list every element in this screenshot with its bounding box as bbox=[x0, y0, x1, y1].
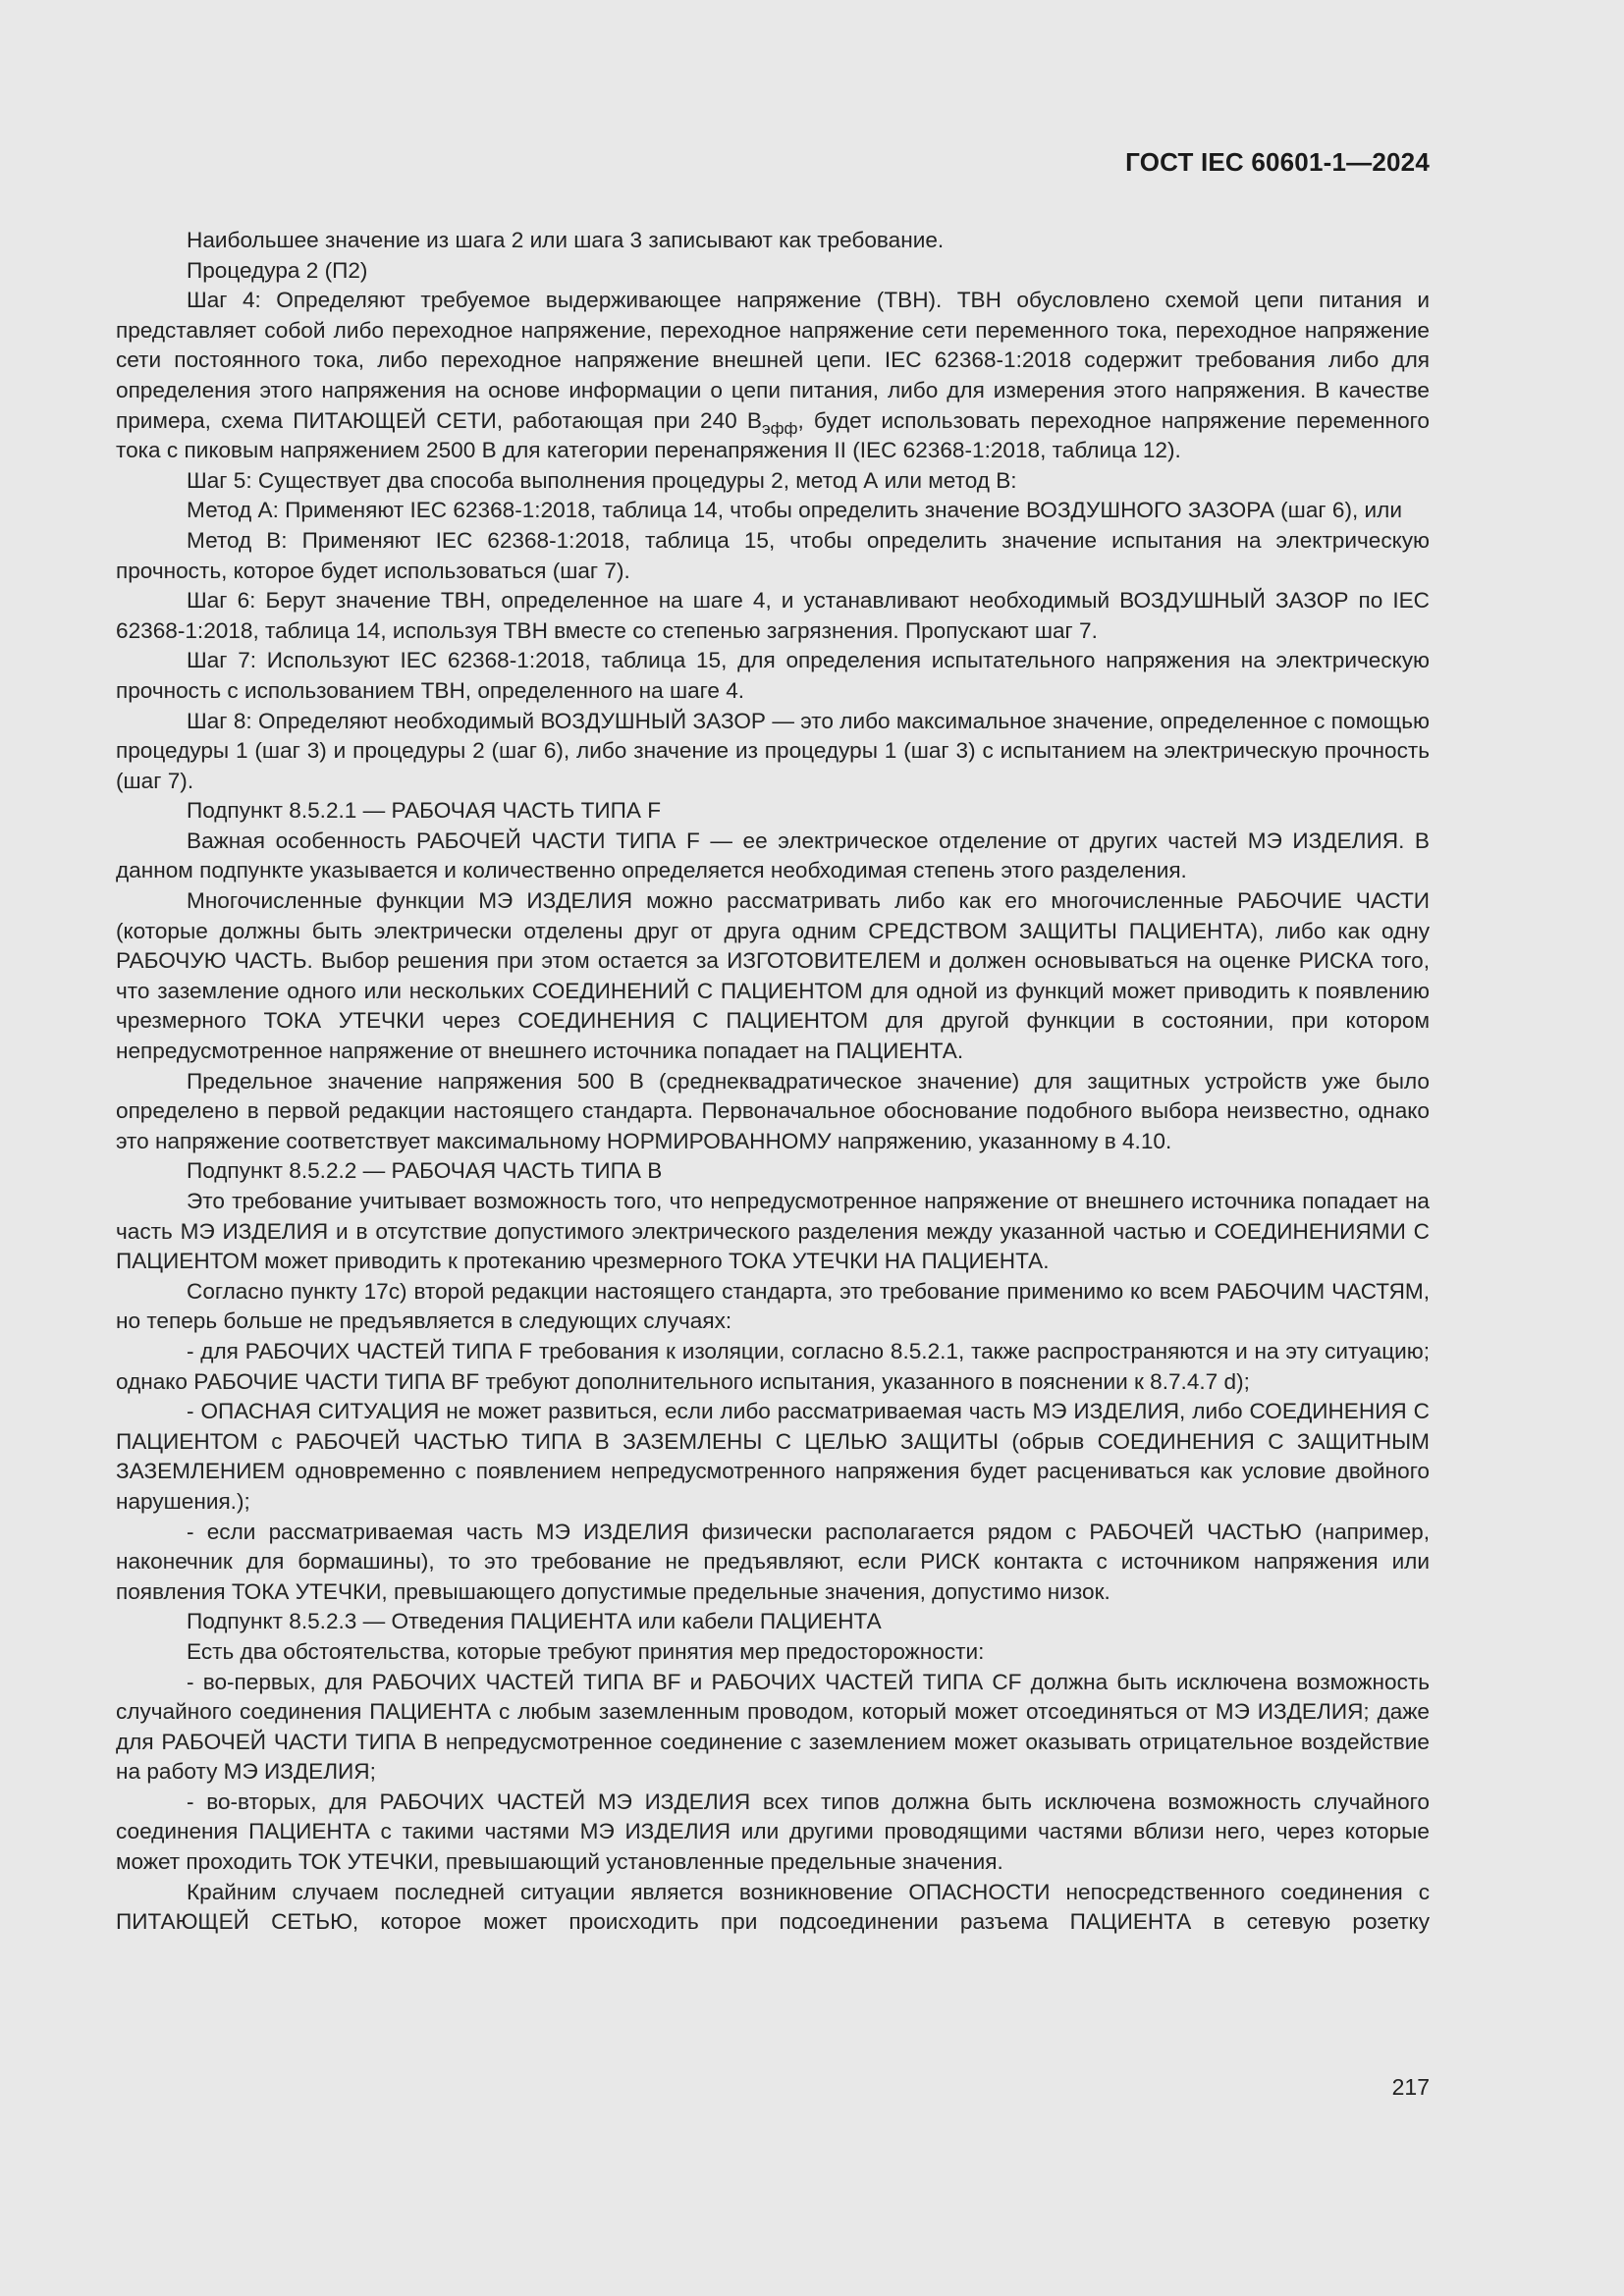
paragraph: Шаг 5: Существует два способа выполнения процедуры 2, метод А или метод В: bbox=[187, 467, 1017, 493]
step-4-text: Шаг 4: Определяют требуемое выдерживающее напряжение (ТВН). ТВН обусловлено схемой цепи питания и представляет собой либо переходное напряжение, переходное напряжение сети переменного тока, переходное напряжение сети постоянного тока, либо переходное напряжение внешней цепи. IEC 62368-1:2018 содержит требования либо для определения этого напряжения на основе информации о цепи питания, либо для измерения этого напряжения. В качестве примера, схема ПИТАЮЩЕЙ СЕТИ, работающая при 240 В bbox=[116, 288, 1430, 433]
paragraph: Предельное значение напряжения 500 В (среднеквадратическое значение) для защитных устройств уже было определено в первой редакции настоящего стандарта. Первоначальное обоснование подобного выбора неизвестно, однако это напряжение соответствует максимальному НОРМИРОВАННОМУ напряжению, указанному в 4.10. bbox=[116, 1068, 1430, 1153]
list-item: - во-первых, для РАБОЧИХ ЧАСТЕЙ ТИПА BF и РАБОЧИХ ЧАСТЕЙ ТИПА CF должна быть исключена возможность случайного соединения ПАЦИЕНТА с любым заземленным проводом, который может отсоединяться от МЭ ИЗДЕЛИЯ; даже для РАБОЧЕЙ ЧАСТИ ТИПА В непредусмотренное соединение с заземлением может оказывать отрицательное воздействие на работу МЭ ИЗДЕЛИЯ; bbox=[116, 1669, 1430, 1785]
list-item: - во-вторых, для РАБОЧИХ ЧАСТЕЙ МЭ ИЗДЕЛИЯ всех типов должна быть исключена возможность случайного соединения ПАЦИЕНТА с такими частями МЭ ИЗДЕЛИЯ или другими проводящими частями вблизи него, через которые может проходить ТОК УТЕЧКИ, превышающий установленные предельные значения. bbox=[116, 1789, 1430, 1875]
list-item: - для РАБОЧИХ ЧАСТЕЙ ТИПА F требования к изоляции, согласно 8.5.2.1, также распространяются и на эту ситуацию; однако РАБОЧИЕ ЧАСТИ ТИПА BF требуют дополнительного испытания, указанного в пояснении к 8.7.4.7 d); bbox=[116, 1338, 1430, 1394]
paragraph: Важная особенность РАБОЧЕЙ ЧАСТИ ТИПА F — ее электрическое отделение от других частей МЭ ИЗДЕЛИЯ. В данном подпункте указывается и количественно определяется необходимая степень этого разделения. bbox=[116, 828, 1430, 883]
document-code-header: ГОСТ IEC 60601-1—2024 bbox=[1125, 147, 1430, 177]
subsection-heading: Подпункт 8.5.2.3 — Отведения ПАЦИЕНТА или кабели ПАЦИЕНТА bbox=[187, 1609, 882, 1634]
list-item: - ОПАСНАЯ СИТУАЦИЯ не может развиться, если либо рассматриваемая часть МЭ ИЗДЕЛИЯ, либо СОЕДИНЕНИЯ С ПАЦИЕНТОМ с РАБОЧЕЙ ЧАСТЬЮ ТИПА В ЗАЗЕМЛЕНЫ С ЦЕЛЬЮ ЗАЩИТЫ (обрыв СОЕДИНЕНИЯ С ЗАЩИТНЫМ ЗАЗЕМЛЕНИЕМ одновременно с появлением непредусмотренного напряжения будет расцениваться как условие двойного нарушения.); bbox=[116, 1399, 1430, 1514]
paragraph: Многочисленные функции МЭ ИЗДЕЛИЯ можно рассматривать либо как его многочисленные РАБОЧИЕ ЧАСТИ (которые должны быть электрически отделены друг от друга одним СРЕДСТВОМ ЗАЩИТЫ ПАЦИЕНТА), либо как одну РАБОЧУЮ ЧАСТЬ. Выбор решения при этом остается за ИЗГОТОВИТЕЛЕМ и должен основываться на оценке РИСКА того, что заземление одного или нескольких СОЕДИНЕНИЙ С ПАЦИЕНТОМ для одной из функций может приводить к появлению чрезмерного ТОКА УТЕЧКИ через СОЕДИНЕНИЯ С ПАЦИЕНТОМ для другой функции в состоянии, при котором непредусмотренное напряжение от внешнего источника попадает на ПАЦИЕНТА. bbox=[116, 888, 1430, 1064]
paragraph: Это требование учитывает возможность того, что непредусмотренное напряжение от внешнего источника попадает на часть МЭ ИЗДЕЛИЯ и в отсутствие допустимого электрического разделения между указанной частью и СОЕДИНЕНИЯМИ С ПАЦИЕНТОМ может приводить к протеканию чрезмерного ТОКА УТЕЧКИ НА ПАЦИЕНТА. bbox=[116, 1189, 1430, 1274]
page-number: 217 bbox=[1391, 2074, 1430, 2100]
paragraph: Шаг 8: Определяют необходимый ВОЗДУШНЫЙ ЗАЗОР — это либо максимальное значение, определенное с помощью процедуры 1 (шаг 3) и процедуры 2 (шаг 6), либо значение из процедуры 1 (шаг 3) с испытанием на электрическую прочность (шаг 7). bbox=[116, 708, 1430, 793]
paragraph: Шаг 6: Берут значение ТВН, определенное на шаге 4, и устанавливают необходимый ВОЗДУШНЫЙ ЗАЗОР по IEC 62368-1:2018, таблица 14, используя ТВН вместе со степенью загрязнения. Пропускают шаг 7. bbox=[116, 588, 1430, 643]
paragraph: Есть два обстоятельства, которые требуют принятия мер предосторожности: bbox=[187, 1638, 985, 1664]
paragraph: Метод А: Применяют IEC 62368-1:2018, таблица 14, чтобы определить значение ВОЗДУШНОГО ЗАЗОРА (шаг 6), или bbox=[187, 498, 1402, 523]
paragraph: Шаг 7: Используют IEC 62368-1:2018, таблица 15, для определения испытательного напряжения на электрическую прочность с использованием ТВН, определенного на шаге 4. bbox=[116, 648, 1430, 703]
paragraph-step-4 bbox=[116, 286, 1430, 466]
paragraph: Метод В: Применяют IEC 62368-1:2018, таблица 15, чтобы определить значение испытания на электрическую прочность, которое будет использоваться (шаг 7). bbox=[116, 527, 1430, 583]
step-4-tail: , будет использовать переходное напряжение переменного тока с пиковым напряжением 2500 В для категории перенапряжения II (IEC 62368-1:2018, таблица 12). bbox=[116, 407, 1430, 463]
paragraph: Наибольшее значение из шага 2 или шага 3 записывают как требование. bbox=[187, 228, 945, 252]
paragraph: Согласно пункту 17с) второй редакции настоящего стандарта, это требование применимо ко всем РАБОЧИМ ЧАСТЯМ, но теперь больше не предъявляется в следующих случаях: bbox=[116, 1278, 1430, 1334]
paragraph: Процедура 2 (П2) bbox=[187, 257, 368, 283]
subsection-heading: Подпункт 8.5.2.2 — РАБОЧАЯ ЧАСТЬ ТИПА В bbox=[187, 1158, 663, 1184]
paragraph: Крайним случаем последней ситуации является возникновение ОПАСНОСТИ непосредственного соединения с ПИТАЮЩЕЙ СЕТЬЮ, которое может происходить при подсоединении разъема ПАЦИЕНТА в сетевую розетку bbox=[116, 1879, 1430, 1935]
list-item: - если рассматриваемая часть МЭ ИЗДЕЛИЯ физически располагается рядом с РАБОЧЕЙ ЧАСТЬЮ (например, наконечник для бормашины), то это требование не предъявляют, если РИСК контакта с источником напряжения или появления ТОКА УТЕЧКИ, превышающего допустимые предельные значения, допустимо низок. bbox=[116, 1519, 1430, 1604]
document-body bbox=[116, 226, 1430, 1938]
step-4-subscript: эфф bbox=[761, 418, 798, 438]
subsection-heading: Подпункт 8.5.2.1 — РАБОЧАЯ ЧАСТЬ ТИПА F bbox=[187, 798, 662, 824]
